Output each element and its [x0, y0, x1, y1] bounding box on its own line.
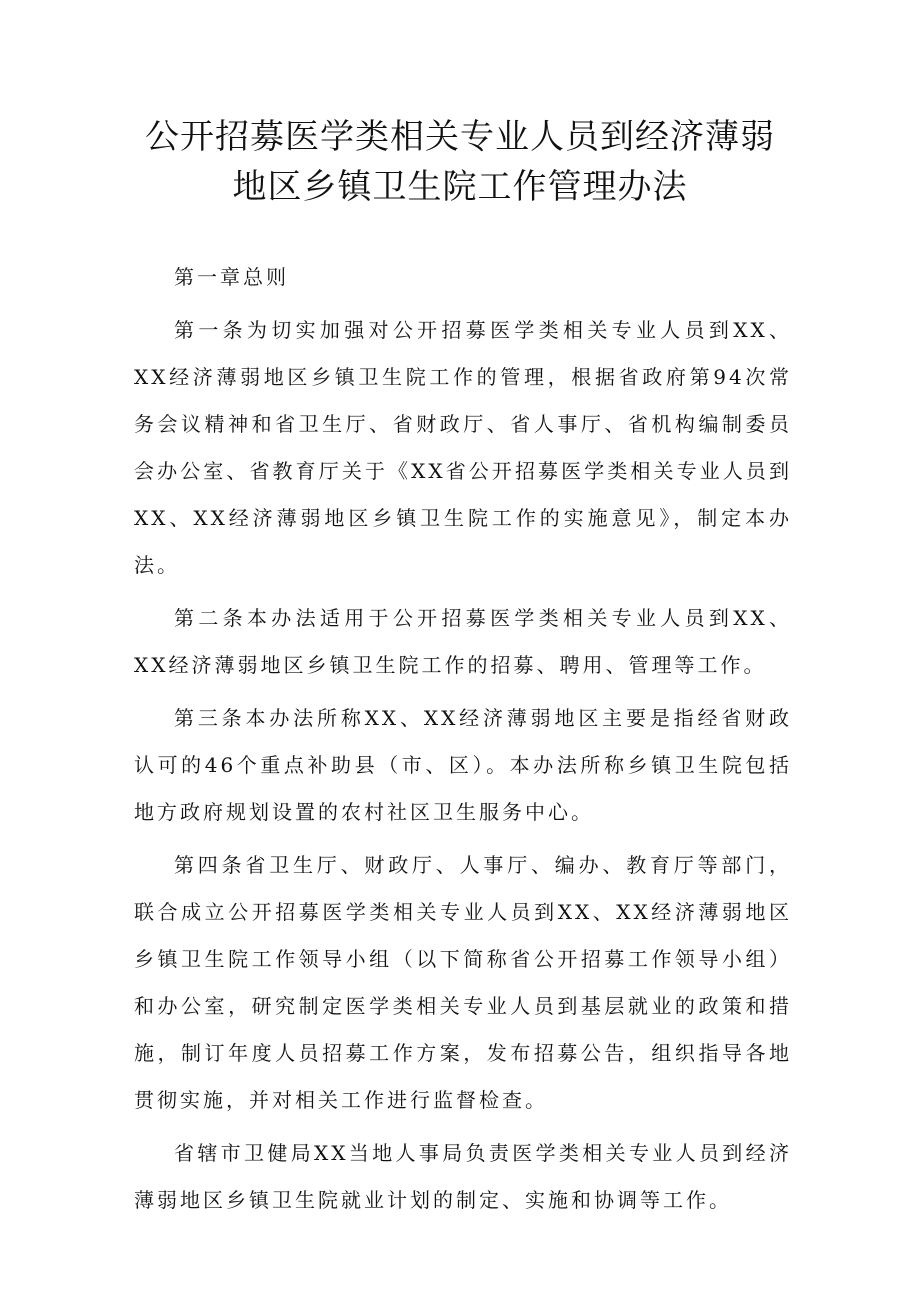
chapter-heading: 第一章总则: [174, 265, 289, 289]
document-body: [134, 254, 792, 1230]
article-2-paragraph: 第二条本办法适用于公开招募医学类相关专业人员到XX、XX经济薄弱地区乡镇卫生院工作的招募、聘用、管理等工作。: [134, 606, 792, 677]
article-4-continuation-paragraph: 省辖市卫健局XX当地人事局负责医学类相关专业人员到经济薄弱地区乡镇卫生院就业计划的制定、实施和协调等工作。: [134, 1141, 792, 1212]
article-1-paragraph: 第一条为切实加强对公开招募医学类相关专业人员到XX、XX经济薄弱地区乡镇卫生院工作的管理，根据省政府第94次常务会议精神和省卫生厅、省财政厅、省人事厅、省机构编制委员会办公室、省教育厅关于《XX省公开招募医学类相关专业人员到XX、XX经济薄弱地区乡镇卫生院工作的实施意见》，制定本办法。: [134, 318, 792, 577]
title-line-1: 公开招募医学类相关专业人员到经济薄弱: [145, 117, 775, 157]
article-4-paragraph: 第四条省卫生厅、财政厅、人事厅、编办、教育厅等部门，联合成立公开招募医学类相关专业人员到XX、XX经济薄弱地区乡镇卫生院工作领导小组（以下简称省公开招募工作领导小组）和办公室，研究制定医学类相关专业人员到基层就业的政策和措施，制订年度人员招募工作方案，发布招募公告，组织指导各地贯彻实施，并对相关工作进行监督检查。: [134, 853, 792, 1112]
document-title: [0, 112, 920, 212]
title-line-2: 地区乡镇卫生院工作管理办法: [232, 167, 688, 207]
article-3-paragraph: 第三条本办法所称XX、XX经济薄弱地区主要是指经省财政认可的46个重点补助县（市、区）。本办法所称乡镇卫生院包括地方政府规划设置的农村社区卫生服务中心。: [134, 706, 792, 824]
